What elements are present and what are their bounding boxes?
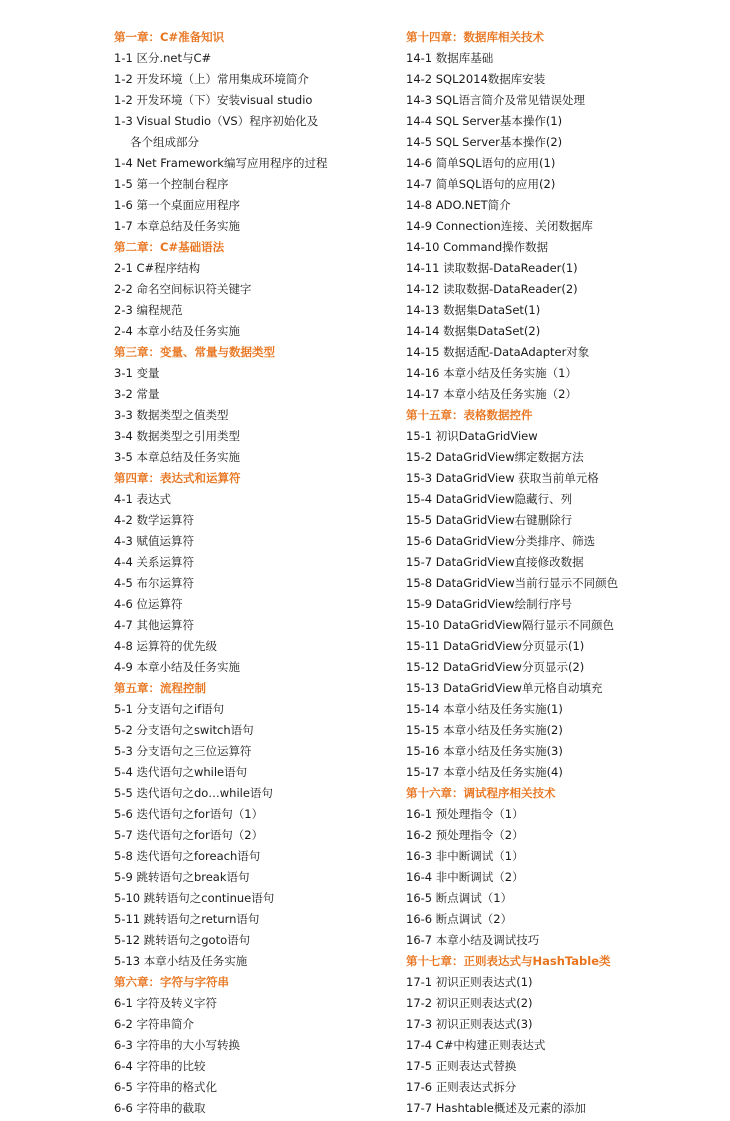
chapter-heading: 第十七章：正则表达式与HashTable类 (406, 954, 611, 968)
lesson-item: 17-2 初识正则表达式(2) (406, 996, 533, 1010)
lesson-item: 6-3 字符串的大小写转换 (114, 1038, 240, 1052)
lesson-item: 15-14 本章小结及任务实施(1) (406, 702, 563, 716)
lesson-item: 14-11 读取数据-DataReader(1) (406, 261, 578, 275)
lesson-item: 14-12 读取数据-DataReader(2) (406, 282, 578, 296)
lesson-item: 4-3 赋值运算符 (114, 534, 194, 548)
lesson-item: 3-4 数据类型之引用类型 (114, 429, 240, 443)
lesson-item: 1-1 区分.net与C# (114, 51, 212, 65)
lesson-item: 3-1 变量 (114, 366, 160, 380)
lesson-item: 2-2 命名空间标识符关键字 (114, 282, 252, 296)
chapter-heading: 第十五章：表格数据控件 (406, 408, 533, 422)
lesson-item: 5-5 迭代语句之do…while语句 (114, 786, 273, 800)
lesson-item: 3-3 数据类型之值类型 (114, 408, 229, 422)
lesson-item: 16-1 预处理指令（1） (406, 807, 524, 821)
lesson-item: 15-8 DataGridView当前行显示不同颜色 (406, 576, 619, 590)
lesson-item: 3-5 本章总结及任务实施 (114, 450, 240, 464)
lesson-item: 2-4 本章小结及任务实施 (114, 324, 240, 338)
lesson-item: 14-9 Connection连接、关闭数据库 (406, 219, 593, 233)
lesson-item: 14-3 SQL语言简介及常见错误处理 (406, 93, 586, 107)
lesson-item: 14-17 本章小结及任务实施（2） (406, 387, 577, 401)
chapter-heading: 第十六章：调试程序相关技术 (406, 786, 556, 800)
lesson-item: 5-9 跳转语句之break语句 (114, 870, 250, 884)
lesson-item: 15-17 本章小结及任务实施(4) (406, 765, 563, 779)
lesson-item: 17-4 C#中构建正则表达式 (406, 1038, 546, 1052)
lesson-item: 17-3 初识正则表达式(3) (406, 1017, 533, 1031)
lesson-item: 2-1 C#程序结构 (114, 261, 201, 275)
lesson-item: 14-4 SQL Server基本操作(1) (406, 114, 563, 128)
lesson-item: 14-10 Command操作数据 (406, 240, 549, 254)
lesson-item: 15-4 DataGridView隐藏行、列 (406, 492, 573, 506)
lesson-item: 5-11 跳转语句之return语句 (114, 912, 260, 926)
lesson-item: 4-1 表达式 (114, 492, 171, 506)
lesson-item: 3-2 常量 (114, 387, 160, 401)
lesson-item: 16-6 断点调试（2） (406, 912, 513, 926)
lesson-item: 6-1 字符及转义字符 (114, 996, 217, 1010)
lesson-item: 14-13 数据集DataSet(1) (406, 303, 541, 317)
lesson-item: 6-4 字符串的比较 (114, 1059, 206, 1073)
chapter-heading: 第十四章：数据库相关技术 (406, 30, 544, 44)
lesson-item: 1-2 开发环境（上）常用集成环境简介 (114, 72, 309, 86)
lesson-item: 16-7 本章小结及调试技巧 (406, 933, 540, 947)
lesson-item: 4-9 本章小结及任务实施 (114, 660, 240, 674)
lesson-item: 1-5 第一个控制台程序 (114, 177, 229, 191)
lesson-item: 14-2 SQL2014数据库安装 (406, 72, 546, 86)
lesson-item: 14-15 数据适配-DataAdapter对象 (406, 345, 590, 359)
lesson-item: 各个组成部分 (130, 135, 199, 149)
lesson-item: 4-4 关系运算符 (114, 555, 194, 569)
lesson-item: 17-7 Hashtable概述及元素的添加 (406, 1101, 586, 1115)
lesson-item: 2-3 编程规范 (114, 303, 183, 317)
lesson-item: 5-12 跳转语句之goto语句 (114, 933, 251, 947)
lesson-item: 14-1 数据库基础 (406, 51, 494, 65)
lesson-item: 5-2 分支语句之switch语句 (114, 723, 254, 737)
lesson-item: 5-8 迭代语句之foreach语句 (114, 849, 261, 863)
toc-right-column (406, 27, 716, 1119)
chapter-heading: 第二章：C#基础语法 (114, 240, 225, 254)
lesson-item: 15-9 DataGridView绘制行序号 (406, 597, 573, 611)
lesson-item: 1-6 第一个桌面应用程序 (114, 198, 240, 212)
lesson-item: 4-6 位运算符 (114, 597, 183, 611)
lesson-item: 15-5 DataGridView右键删除行 (406, 513, 573, 527)
lesson-item: 4-5 布尔运算符 (114, 576, 194, 590)
lesson-item: 15-1 初识DataGridView (406, 429, 538, 443)
lesson-item: 4-7 其他运算符 (114, 618, 194, 632)
lesson-item: 14-6 简单SQL语句的应用(1) (406, 156, 556, 170)
lesson-item: 15-15 本章小结及任务实施(2) (406, 723, 563, 737)
lesson-item: 1-7 本章总结及任务实施 (114, 219, 240, 233)
lesson-item: 4-8 运算符的优先级 (114, 639, 217, 653)
lesson-item: 5-13 本章小结及任务实施 (114, 954, 248, 968)
chapter-heading: 第三章：变量、常量与数据类型 (114, 345, 275, 359)
lesson-item: 1-2 开发环境（下）安装visual studio (114, 93, 313, 107)
lesson-item: 14-5 SQL Server基本操作(2) (406, 135, 563, 149)
chapter-heading: 第五章：流程控制 (114, 681, 206, 695)
chapter-heading: 第一章：C#准备知识 (114, 30, 225, 44)
lesson-item: 15-12 DataGridView分页显示(2) (406, 660, 585, 674)
lesson-item: 4-2 数学运算符 (114, 513, 194, 527)
lesson-item: 17-1 初识正则表达式(1) (406, 975, 533, 989)
lesson-item: 15-11 DataGridView分页显示(1) (406, 639, 585, 653)
lesson-item: 6-6 字符串的截取 (114, 1101, 206, 1115)
chapter-heading: 第六章：字符与字符串 (114, 975, 229, 989)
lesson-item: 5-4 迭代语句之while语句 (114, 765, 248, 779)
lesson-item: 15-7 DataGridView直接修改数据 (406, 555, 584, 569)
lesson-item: 6-5 字符串的格式化 (114, 1080, 217, 1094)
lesson-item: 16-4 非中断调试（2） (406, 870, 524, 884)
lesson-item: 15-10 DataGridView隔行显示不同颜色 (406, 618, 614, 632)
lesson-item: 1-4 Net Framework编写应用程序的过程 (114, 156, 328, 170)
lesson-item: 14-16 本章小结及任务实施（1） (406, 366, 577, 380)
lesson-item: 1-3 Visual Studio（VS）程序初始化及 (114, 114, 319, 128)
lesson-item: 5-7 迭代语句之for语句（2） (114, 828, 264, 842)
chapter-heading: 第四章：表达式和运算符 (114, 471, 241, 485)
lesson-item: 15-13 DataGridView单元格自动填充 (406, 681, 603, 695)
lesson-item: 14-8 ADO.NET简介 (406, 198, 511, 212)
lesson-item: 15-3 DataGridView 获取当前单元格 (406, 471, 599, 485)
lesson-item: 15-2 DataGridView绑定数据方法 (406, 450, 584, 464)
lesson-item: 14-14 数据集DataSet(2) (406, 324, 541, 338)
lesson-item: 16-5 断点调试（1） (406, 891, 513, 905)
lesson-item: 5-3 分支语句之三位运算符 (114, 744, 252, 758)
lesson-item: 15-16 本章小结及任务实施(3) (406, 744, 563, 758)
lesson-item: 14-7 简单SQL语句的应用(2) (406, 177, 556, 191)
lesson-item: 16-3 非中断调试（1） (406, 849, 524, 863)
lesson-item: 16-2 预处理指令（2） (406, 828, 524, 842)
lesson-item: 17-6 正则表达式拆分 (406, 1080, 517, 1094)
lesson-item: 5-1 分支语句之if语句 (114, 702, 225, 716)
toc-left-column (114, 27, 384, 1119)
lesson-item: 6-2 字符串简介 (114, 1017, 194, 1031)
lesson-item: 5-6 迭代语句之for语句（1） (114, 807, 264, 821)
lesson-item: 5-10 跳转语句之continue语句 (114, 891, 275, 905)
lesson-item: 17-5 正则表达式替换 (406, 1059, 517, 1073)
lesson-item: 15-6 DataGridView分类排序、筛选 (406, 534, 596, 548)
